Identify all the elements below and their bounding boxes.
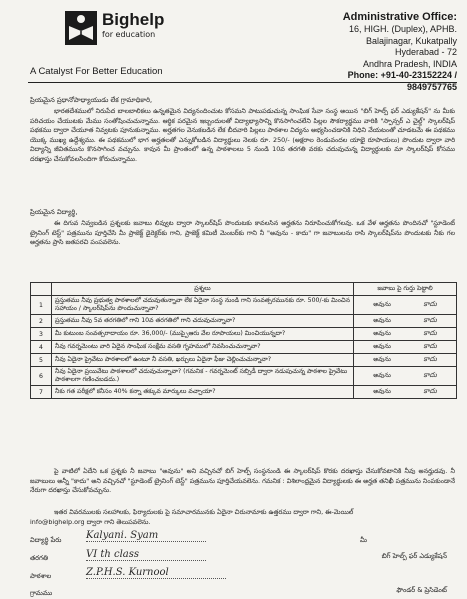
question-text: నీవు గవర్నమెంటు వారి ఏదైన సాంఘిక సంక్షేమ వసతి గృహములో నివసించుచున్నావా? xyxy=(52,341,354,354)
table-row xyxy=(31,354,457,367)
table-row xyxy=(31,315,457,328)
bighelp-logo-icon xyxy=(64,10,98,46)
answer-cell[interactable] xyxy=(354,315,457,328)
question-text: ప్రస్తుతము నీవు 5వ తరగతిలో గాని 10వ తరగతిలో గాని చదువుచున్నావా? xyxy=(52,315,354,328)
handwritten-no-mark: కాదు xyxy=(423,387,437,395)
handwritten-no-mark: కాదు xyxy=(423,355,437,363)
signature-title: ఫౌండర్ & ప్రెసిడెంట్ xyxy=(396,586,447,594)
office-line: Andhra Pradesh, INDIA xyxy=(362,58,457,69)
table-row xyxy=(31,386,457,399)
eligibility-table xyxy=(30,282,457,399)
tagline: A Catalyst For Better Education xyxy=(30,66,163,77)
handwritten-no-mark: కాదు xyxy=(423,371,437,379)
question-number: 4 xyxy=(31,341,52,354)
intro-paragraph: భారతదేశములో నిరుపేద బాలబాలికలు ఉన్నతమైన విద్యనందించుట కోసమని పాటుపడుచున్న సాంఘిక సేవా సంస్థ అయిన "బిగ్ హెల్ప్ ఫర్ ఎడ్యుకేషన్" ను మీకు పరిచయం చేయుటకు మేము సంతోషించుచున్నాము. ఆర్థిక పరమైన ఇబ్బందులతో విద్యాభ్యాసాన్ని కొనసాగించలేని పిల్లల సౌకర్యార్థము వారికి "స్పాన్సర్ ఎ చైల్డ్" స్కాలర్‌షిప్ పథకము ద్వారా చేయూత నివ్వటకు పూనుకున్నాము. అర్హతగల వెనుకబడిన లేక బీదవారి పిల్లలు పాఠశాల విద్యను అభ్యసించడానికి నిధిని వేయటంతో చూడటమే ఈ పథకము యొక్క ముఖ్య ఉద్దేశ్యము. ఈ పథకములో భాగ అర్హతలతో ఎన్నుకోబడిన విద్యార్థులు నెలకు రూ. 250/- (అక్షరాల రెండువందల యాభై రూపాయలు) పొందుట ద్వారా వారి విద్యాన్ని జీవితమును కొనసాగించ వచ్చును. కావున మీ ప్రాంతంలో ఉన్న పాఠశాలలు 5 నుండి 10వ తరగతి వరకు చదువుచున్న విద్యార్థులకు మా స్కాలర్‌షిప్ కోసము దరఖాస్తు చేసుకోవలసిందిగా కోరుచున్నాము. xyxy=(30,107,455,163)
answers-header: జవాబు పై గుర్తు పెట్టాలి xyxy=(354,283,457,296)
answer-cell[interactable] xyxy=(354,341,457,354)
student-name-label: విద్యార్థి పేరు xyxy=(30,536,62,544)
question-number: 5 xyxy=(31,354,52,367)
question-number: 2 xyxy=(31,315,52,328)
table-row xyxy=(31,328,457,341)
handwritten-no-mark: కాదు xyxy=(423,300,437,308)
signature-org: బిగ్ హెల్ప్ ఫర్ ఎడ్యుకేషన్ xyxy=(381,552,447,560)
instructions-paragraph: ఈ దిగువ నివ్వబడిన ప్రశ్నలకు జవాబు లివ్వుట ద్వారా స్కాలర్‌షిప్ పొందుటకు కావలసిన అర్హతను నిరూపించుకోగలవు. ఒక వేళ అర్హతను పొందినచో "స్టూడెంట్ ట్రైనింగ్ టెస్ట్" పత్రమును పూర్తిచేసి మీ ప్రాజెక్ట్ డైరెక్టర్‌కు గాని, ప్రాజెక్ట్ కమిటీ మెంబర్‌కు గాని నీ "అవును - కాదు" గా జవాబులను రాసి స్కాలర్‌షిప్‌ను పొందుటకు నీకు గల అర్హతను ప్రాసి జతపరచి పంపవలెను. xyxy=(30,219,455,247)
answer-cell[interactable] xyxy=(354,328,457,341)
office-line: Balajinagar, Kukatpally xyxy=(365,35,457,46)
answer-cell[interactable] xyxy=(354,354,457,367)
question-text: నీవు ఏదైనా ప్రయివేటు పాఠశాలలో చదువుచున్నావా? (గమనిక - గవర్నమెంట్ సబ్సిడీ ద్వారా నడుపుచున్న పాఠశాల ప్రైవేటు పాఠశాలగా గణించబడదు.) xyxy=(52,367,354,386)
contact-email: info@bighelp.org ద్వారా గాని తెలుపవలెను. xyxy=(30,518,151,526)
class-value[interactable]: VI th class xyxy=(86,549,206,561)
handwritten-no-mark: కాదు xyxy=(423,316,437,324)
answer-cell[interactable] xyxy=(354,296,457,315)
header-divider xyxy=(28,82,457,83)
handwritten-no-mark: కాదు xyxy=(423,342,437,350)
question-text: నీవు ఏదైనా ప్రైవేటు పాఠశాలలో ఉంటూ నీ వసతి, ఖర్చులు ఏదైనా ఫీజు చెల్లించుచున్నావా? xyxy=(52,354,354,367)
answer-cell[interactable] xyxy=(354,386,457,399)
greeting-student: ప్రియమైన విద్యార్థి, xyxy=(30,208,78,216)
school-value[interactable]: Z.P.H.S. Kurnool xyxy=(86,567,226,579)
question-text: మీ కుటుంబ సంవత్సరాదాయం రూ. 36,000/- (ముప్పైఆరు వేల రూపాయలు) మించియున్నదా? xyxy=(52,328,354,341)
yes-option[interactable]: అవును xyxy=(373,356,391,363)
answer-cell[interactable] xyxy=(354,367,457,386)
yes-option[interactable]: అవును xyxy=(373,343,391,350)
yes-option[interactable]: అవును xyxy=(373,372,391,379)
handwritten-no-mark: కాదు xyxy=(423,329,437,337)
village-label: గ్రామము xyxy=(30,589,53,597)
office-phone: Phone: +91-40-23152224 / 9849757765 xyxy=(347,70,457,92)
yes-option[interactable]: అవును xyxy=(373,317,391,324)
student-name-value[interactable]: Kalyani. Syam xyxy=(86,530,206,542)
school-label: పాఠశాల xyxy=(30,572,52,580)
office-title: Administrative Office: xyxy=(342,11,457,23)
table-header-row xyxy=(31,283,457,296)
office-line: Hyderabad - 72 xyxy=(394,47,457,58)
brand-name: Bighelp xyxy=(102,10,165,29)
yes-option[interactable]: అవును xyxy=(373,301,391,308)
note-paragraph: పై వాటిలో ఏదేని ఒక ప్రశ్నకు నీ జవాబు "అవును" అని వచ్చినచో బిగ్ హెల్ప్ సంస్థనుండి ఈ స్కాలర్‌షిప్ కొరకు దరఖాస్తు చేసుకోవటానికి నీవు అనర్హుడవు. నీ జవాబులు అన్నీ "కాదు" అని వచ్చినచో "స్టూడెంట్ ట్రైనింగ్ టెస్ట్" పత్రమును పూర్తిచేయవలెను. గమనిక : విశిలాంధ్రమైన విద్యార్థులకు ఈ అర్హత తనిఖీ పత్రమును నింపకుండానే నేరుగా దరఖాస్తు చేసుకోవచ్చును. xyxy=(30,467,455,495)
signature-you: మీ xyxy=(360,536,367,544)
office-line: 16, HIGH. (Duplex), APHB. xyxy=(348,24,457,34)
table-row xyxy=(31,341,457,354)
yes-option[interactable]: అవును xyxy=(373,388,391,395)
table-row xyxy=(31,296,457,315)
question-number: 7 xyxy=(31,386,52,399)
questions-header: ప్రశ్నలు xyxy=(52,283,354,296)
question-number: 1 xyxy=(31,296,52,315)
question-text: ప్రస్తుతము నీవు ప్రభుత్వ పాఠశాలలో చదువుతున్నావా లేక ఏదైనా సంస్థ నుండి గాని సంవత్సరమునకు రూ. 500/-కు మించిన సహాయం / స్కాలర్‌షిప్‌ను పొందుచున్నావా? xyxy=(52,296,354,315)
table-row xyxy=(31,367,457,386)
question-number: 3 xyxy=(31,328,52,341)
brand-subtitle: for education xyxy=(102,30,156,39)
greeting-parents: ప్రియమైన ప్రధానోపాధ్యాయుడు లేక గ్రామాధికారి, xyxy=(30,96,153,104)
question-text: నీకు గత పరీక్షలో కనీసం 40% కన్నా తక్కువ మార్కులు వచ్చాయా? xyxy=(52,386,354,399)
yes-option[interactable]: అవును xyxy=(373,330,391,337)
contact-paragraph: ఇతర వివరములకు సలహాలకు, ఫిర్యాదులకు పై సమాచారమునకు ఏదైనా చిరునామాకు ఉత్తరము ద్వారా గాని, ఈ-మెయిల్ xyxy=(54,508,354,516)
class-label: తరగతి xyxy=(30,554,49,562)
question-number: 6 xyxy=(31,367,52,386)
